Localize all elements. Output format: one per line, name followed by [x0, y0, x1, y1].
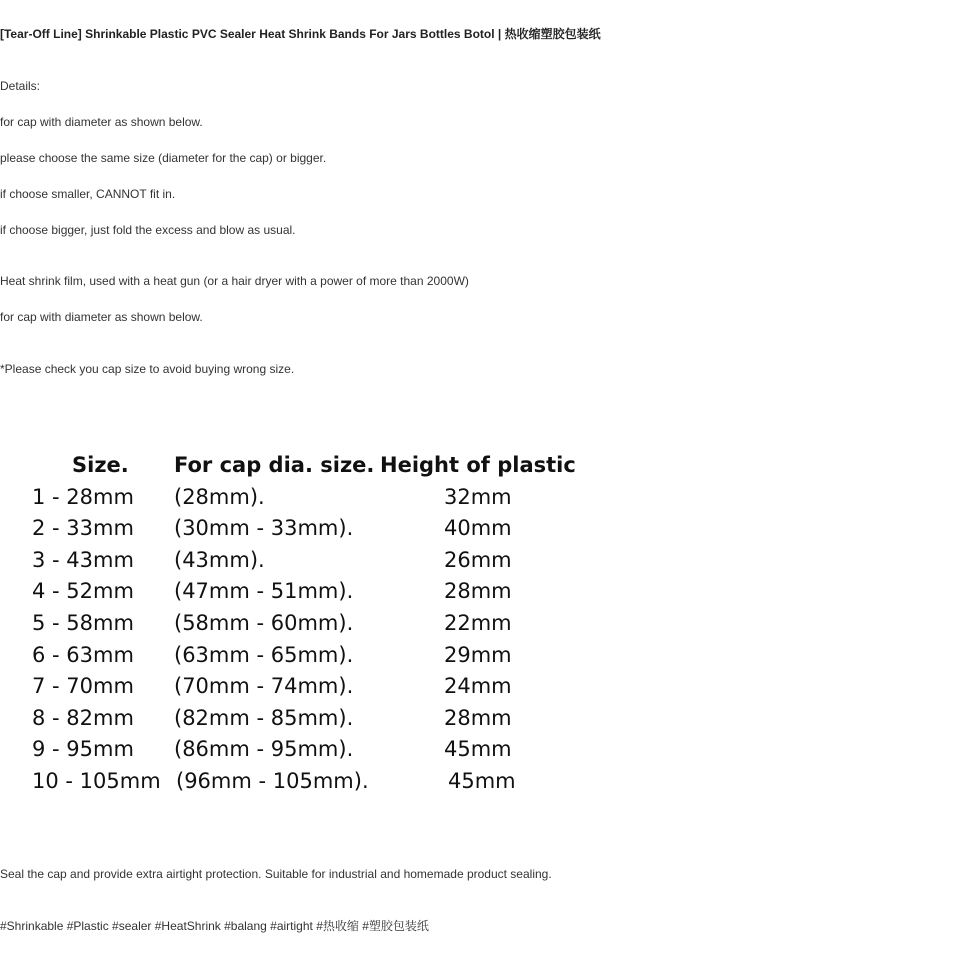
row-height: 24mm: [444, 674, 512, 699]
row-size: 7 - 70mm: [32, 674, 134, 699]
product-title: [Tear-Off Line] Shrinkable Plastic PVC Sealer Heat Shrink Bands For Jars Bottles Botol | 热收缩塑胶包装纸: [0, 27, 601, 41]
size-table-header: [30, 450, 590, 482]
row-size: 9 - 95mm: [32, 737, 134, 762]
row-height: 26mm: [444, 547, 512, 572]
size-table-row: [30, 513, 590, 545]
size-table-row: [30, 545, 590, 577]
size-table-row: [30, 482, 590, 514]
description-line: for cap with diameter as shown below.: [0, 115, 203, 129]
row-cap-dia: (47mm - 51mm).: [174, 579, 354, 604]
size-table-row: [30, 766, 590, 798]
row-cap-dia: (58mm - 60mm).: [174, 610, 354, 635]
size-table-row: [30, 703, 590, 735]
row-height: 40mm: [444, 516, 512, 541]
row-size: 3 - 43mm: [32, 547, 134, 572]
details-heading: Details:: [0, 79, 41, 93]
row-height: 22mm: [444, 610, 512, 635]
row-size: 10 - 105mm: [32, 768, 161, 793]
row-cap-dia: (82mm - 85mm).: [174, 705, 354, 730]
header-cap-dia: For cap dia. size.: [174, 453, 375, 477]
cap-note: for cap with diameter as shown below.: [0, 310, 203, 324]
size-table-image: [30, 450, 590, 798]
row-height: 28mm: [444, 579, 512, 604]
row-size: 2 - 33mm: [32, 516, 134, 541]
size-table-row: [30, 734, 590, 766]
row-size: 4 - 52mm: [32, 579, 134, 604]
row-cap-dia: (86mm - 95mm).: [174, 737, 354, 762]
row-height: 45mm: [444, 737, 512, 762]
row-size: 6 - 63mm: [32, 642, 134, 667]
row-cap-dia: (28mm).: [174, 484, 265, 509]
row-height: 29mm: [444, 642, 512, 667]
size-table-row: [30, 576, 590, 608]
row-cap-dia: (96mm - 105mm).: [176, 768, 369, 793]
row-cap-dia: (63mm - 65mm).: [174, 642, 354, 667]
heat-gun-note: Heat shrink film, used with a heat gun (or a hair dryer with a power of more than 2000W): [0, 274, 469, 288]
row-size: 1 - 28mm: [32, 484, 134, 509]
seal-note: Seal the cap and provide extra airtight protection. Suitable for industrial and homemade product sealing.: [0, 867, 552, 881]
header-height: Height of plastic: [380, 453, 576, 477]
row-size: 8 - 82mm: [32, 705, 134, 730]
row-size: 5 - 58mm: [32, 610, 134, 635]
description-line: if choose smaller, CANNOT fit in.: [0, 187, 176, 201]
description-line: please choose the same size (diameter for the cap) or bigger.: [0, 151, 327, 165]
row-height: 32mm: [444, 484, 512, 509]
hashtags: #Shrinkable #Plastic #sealer #HeatShrink #balang #airtight #热收缩 #塑胶包装纸: [0, 919, 429, 933]
size-warning: *Please check you cap size to avoid buying wrong size.: [0, 362, 295, 376]
description-line: if choose bigger, just fold the excess and blow as usual.: [0, 223, 296, 237]
size-table-row: [30, 671, 590, 703]
row-cap-dia: (70mm - 74mm).: [174, 674, 354, 699]
size-table-row: [30, 608, 590, 640]
row-height: 28mm: [444, 705, 512, 730]
row-height: 45mm: [448, 768, 516, 793]
row-cap-dia: (43mm).: [174, 547, 265, 572]
size-table-row: [30, 640, 590, 672]
header-size: Size.: [72, 453, 129, 477]
row-cap-dia: (30mm - 33mm).: [174, 516, 354, 541]
